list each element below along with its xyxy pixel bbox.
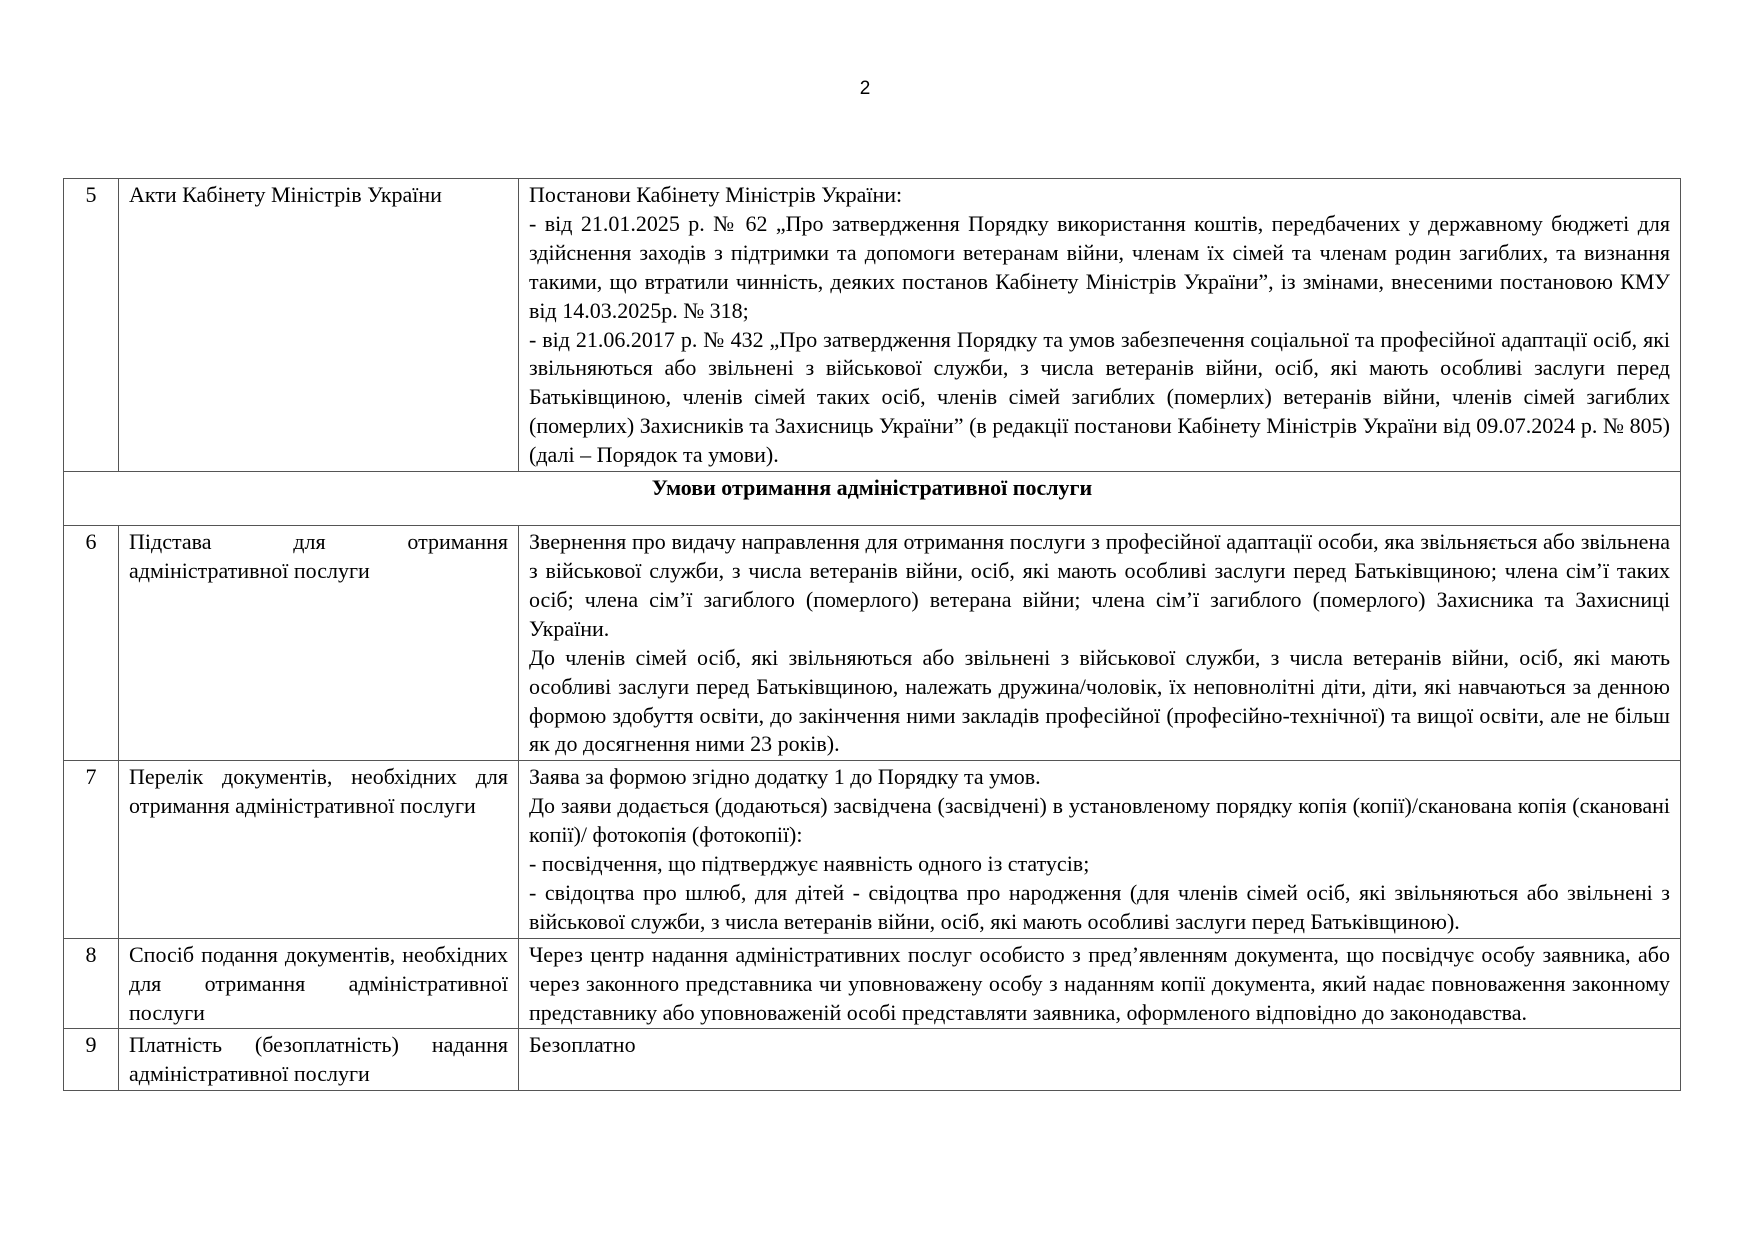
row-content: [519, 526, 1681, 761]
table-row: [64, 761, 1681, 938]
content-paragraph: - посвідчення, що підтверджує наявність одного із статусів;: [529, 851, 1090, 877]
section-row: [64, 472, 1681, 526]
row-name: Акти Кабінету Міністрів України: [119, 179, 519, 472]
content-paragraph: До заяви додається (додаються) засвідчена (засвідчені) в установленому порядку копія (копії)/сканована копія (скановані копії)/ фотокопія (фотокопії):: [529, 793, 1670, 848]
content-paragraph: Звернення про видачу направлення для отримання послуги з професійної адаптації особи, яка звільняється або звільнена з військової служби, з числа ветеранів війни, осіб, які мають особливі заслуги перед Батьківщиною; члена сім’ї таких осіб; члена сім’ї загиблого (померлого) ветерана війни; члена сім’ї загиблого (померлого) Захисника та Захисниці України.: [529, 529, 1670, 641]
row-number: 8: [64, 938, 119, 1029]
row-name: Платність (безоплатність) надання адміністративної послуги: [119, 1029, 519, 1091]
content-paragraph: - від 21.06.2017 р. № 432 „Про затвердження Порядку та умов забезпечення соціальної та професійної адаптації осіб, які звільняються або звільнені з військової служби, з числа ветеранів війни, осіб, які мають особливі заслуги перед Батьківщиною, членів сімей таких осіб, членів сімей загиблих (померлих) ветеранів війни, членів сімей загиблих (померлих) Захисників та Захисниць України” (в редакції постанови Кабінету Міністрів України від 09.07.2024 р. № 805) (далі – Порядок та умови).: [529, 326, 1670, 468]
table-row: [64, 179, 1681, 472]
row-number: 7: [64, 761, 119, 938]
row-name: Перелік документів, необхідних для отримання адміністративної послуги: [119, 761, 519, 938]
content-paragraph: До членів сімей осіб, які звільняються або звільнені з військової служби, з числа ветеранів війни, осіб, які мають особливі заслуги перед Батьківщиною, належать дружина/чоловік, їх неповнолітні діти, діти, які навчаються за денною формою здобуття освіти, до закінчення ними закладів професійної (професійно-технічної) та вищої освіти, але не більш як до досягнення ними 23 років).: [529, 644, 1670, 757]
table-row: [64, 1029, 1681, 1091]
row-content: [519, 761, 1681, 938]
content-paragraph: Заява за формою згідно додатку 1 до Порядку та умов.: [529, 764, 1041, 790]
services-table: [63, 178, 1681, 1091]
page-number: 2: [859, 78, 871, 99]
row-content: [519, 179, 1681, 472]
row-number: 6: [64, 526, 119, 761]
row-content: [519, 938, 1681, 1029]
content-paragraph: Через центр надання адміністративних послуг особисто з пред’явленням документа, що посвідчує особу заявника, або через законного представника чи уповноважену особу з наданням копії документа, який надає повноваження законному представнику або уповноваженій особі представляти заявника, оформленого відповідно до законодавства.: [529, 941, 1670, 1025]
row-number: 9: [64, 1029, 119, 1091]
row-content: [519, 1029, 1681, 1091]
row-name: Спосіб подання документів, необхідних для отримання адміністративної послуги: [119, 938, 519, 1029]
table-row: [64, 526, 1681, 761]
table-row: [64, 938, 1681, 1029]
section-title: Умови отримання адміністративної послуги: [64, 472, 1681, 526]
content-paragraph: - від 21.01.2025 р. № 62 „Про затвердження Порядку використання коштів, передбачених у державному бюджеті для здійснення заходів з підтримки та допомоги ветеранам війни, членам їх сімей та членам родин загиблих, та визнання такими, що втратили чинність, деяких постанов Кабінету Міністрів України”, із змінами, внесеними постановою КМУ від 14.03.2025р. № 318;: [529, 210, 1670, 323]
content-paragraph: Постанови Кабінету Міністрів України:: [529, 182, 903, 207]
row-number: 5: [64, 179, 119, 472]
content-paragraph: Безоплатно: [529, 1032, 636, 1058]
row-name: Підстава для отримання адміністративної послуги: [119, 526, 519, 761]
content-paragraph: - свідоцтва про шлюб, для дітей - свідоцтва про народження (для членів сімей осіб, які звільняються або звільнені з військової служби, з числа ветеранів війни, осіб, які мають особливі заслуги перед Батьківщиною).: [529, 879, 1670, 934]
